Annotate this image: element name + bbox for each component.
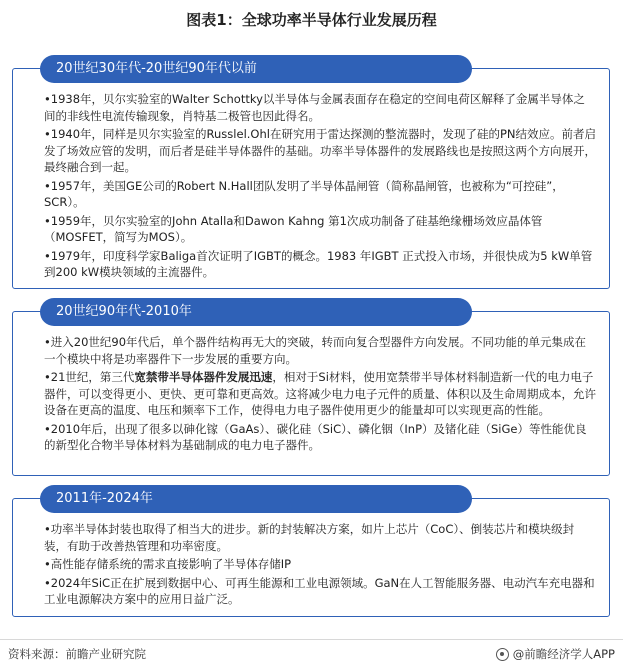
list-item-prefix: •21世纪，第三代 — [44, 370, 135, 384]
era-header: 20世纪30年代-20世纪90年代以前 — [40, 55, 472, 83]
era-list — [34, 521, 596, 608]
list-item: •进入20世纪90年代后，单个器件结构再无大的突破，转而向复合型器件方向发展。不同功能的单元集成在一个模块中将是功率器件下一步发展的重要方向。 — [44, 335, 587, 366]
source-note: 资料来源：前瞻产业研究院 — [8, 647, 146, 661]
era-section-3 — [12, 485, 610, 617]
footer — [0, 639, 623, 668]
brand-logo-icon — [496, 648, 509, 661]
era-section-1 — [12, 55, 610, 289]
brand-name: @前瞻经济学人APP — [512, 647, 615, 661]
list-item: •功率半导体封装也取得了相当大的进步。新的封装解决方案，如片上芯片（CoC）、倒装芯片和模块级封装，有助于改善热管理和功率密度。 — [44, 522, 575, 553]
list-item: •1979年，印度科学家Baliga首次证明了IGBT的概念。1983 年IGBT 正式投入市场，并很快成为5 kW单管到200 kW模块领域的主流器件。 — [44, 248, 593, 279]
era-list — [34, 91, 596, 281]
list-item-highlight: 宽禁带半导体器件发展迅速 — [134, 370, 273, 384]
list-item-suffix: ，相对于Si材料，使用宽禁带半导体材料制造新一代的电力电子器件，可以变得更小、更快、更可靠和更高效。这将减少电力电子元件的质量、体积以及生命周期成本，允许设备在更高的温度、电压和频率下工作，使得电力电子器件使用更少的能量却可以实现更高的性能。 — [44, 370, 596, 417]
brand — [496, 646, 615, 662]
list-item: •2010年后，出现了很多以砷化镓（GaAs）、碳化硅（SiC）、磷化铟（InP）及锗化硅（SiGe）等性能优良的新型化合物半导体材料为基础制成的电力电子器件。 — [44, 421, 587, 452]
list-item: •1938年，贝尔实验室的Walter Schottky以半导体与金属表面存在稳定的空间电荷区解释了金属半导体之间的非线性电流传输现象，肖特基二极管也因此得名。 — [44, 92, 585, 123]
era-header: 2011年-2024年 — [40, 485, 472, 513]
era-list — [34, 334, 596, 454]
list-item: •高性能存储系统的需求直接影响了半导体存储IP — [44, 557, 292, 571]
page-title: 图表1：全球功率半导体行业发展历程 — [186, 11, 437, 29]
list-item: •1957年，美国GE公司的Robert N.Hall团队发明了半导体晶闸管（简称晶闸管，也被称为“可控硅”，SCR）。 — [44, 178, 564, 209]
era-header: 20世纪90年代-2010年 — [40, 298, 472, 326]
list-item — [34, 369, 596, 419]
list-item: •2024年SiC正在扩展到数据中心、可再生能源和工业电源领域。GaN在人工智能服务器、电动汽车充电器和工业电源解决方案中的应用日益广泛。 — [44, 575, 595, 606]
list-item: •1940年，同样是贝尔实验室的Russlel.Ohl在研究用于雷达探测的整流器时，发现了硅的PN结效应。前者启发了场效应管的发明，而后者是硅半导体器件的基础。功率半导体器件的发展路线也是按照这两个方向展开，最终融合到一起。 — [44, 127, 596, 174]
list-item: •1959年，贝尔实验室的John Atalla和Dawon Kahng 第1次成功制备了硅基绝缘栅场效应晶体管（MOSFET，简写为MOS）。 — [44, 213, 543, 244]
era-section-2 — [12, 298, 610, 476]
